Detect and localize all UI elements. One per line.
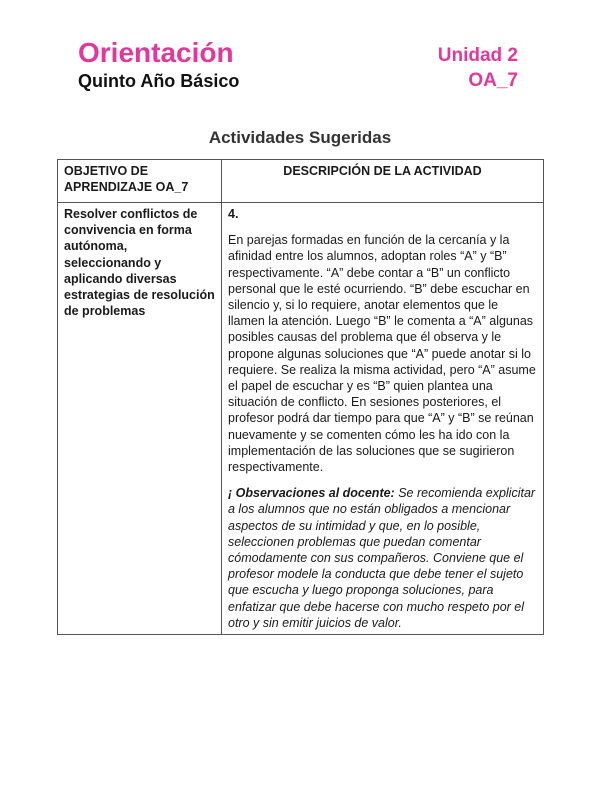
grade-level: Quinto Año Básico [78,71,240,91]
subject-title: Orientación [78,37,234,68]
section-title: Actividades Sugeridas [208,128,392,147]
activity-number: 4. [228,207,239,221]
activity-description: En parejas formadas en función de la cercanía y la afinidad entre los alumnos, adoptan roles “A” y “B” respectivamente. “A” debe contar a “B” un conflicto personal que le esté ocurriendo. “B” debe escuchar en silencio y, si lo requiere, anotar elementos que le llamen la atención. Luego “B” le comenta a “A” algunas posibles causas del problema que él observa y le propone algunas soluciones que “A” puede anotar si lo requiere. Se realiza la misma actividad, pero “A” asume el papel de escuchar y es “B” quien plantea una situación de conflicto. En sesiones posteriores, el profesor podrá dar tiempo para que “A” y “B” se reúnan nuevamente y se comenten cómo les ha ido con la implementación de las soluciones que se sugirieron respectivamente. [228,233,536,475]
objective-cell: Resolver conflictos de convivencia en forma autónoma, seleccionando y aplicando diversas estrategias de resolución de problemas [58,203,222,635]
table-header-row [58,160,544,203]
description-cell [222,203,544,635]
teacher-observations [228,485,537,631]
table-row [58,203,544,635]
observations-text: Se recomienda explicitar a los alumnos que no están obligados a mencionar aspectos de su intimidad y que, en lo posible, seleccionen problemas que puedan comentar cómodamente con sus compañeros. Conviene que el profesor modele la conducta que debe tener el sujeto que escucha y luego proponga soluciones, para enfatizar que debe hacerse con mucho respeto por el otro y sin emitir juicios de valor. [228,486,536,630]
observations-label: ¡ Observaciones al docente: [228,486,395,501]
objective-column-header: OBJETIVO DE APRENDIZAJE OA_7 [58,160,222,203]
activity-table [57,159,544,635]
page-header [78,36,518,96]
oa-label: OA_7 [468,70,518,91]
description-column-header: DESCRIPCIÓN DE LA ACTIVIDAD [222,160,544,203]
unit-label: Unidad 2 [437,45,518,66]
